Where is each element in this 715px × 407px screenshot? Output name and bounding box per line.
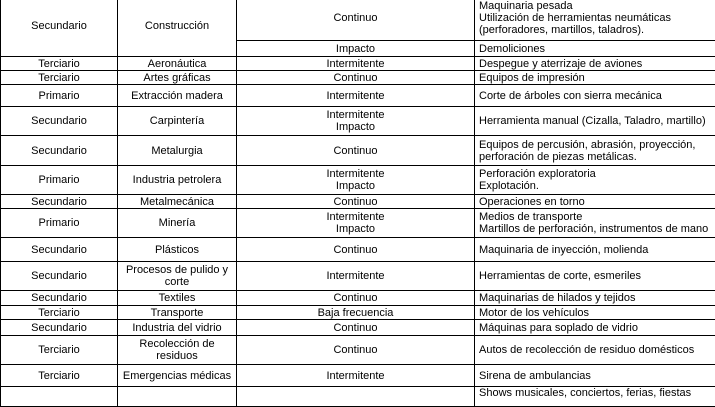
- sector-cell: Secundario: [1, 107, 118, 136]
- source-cell: Herramienta manual (Cizalla, Taladro, martillo): [475, 107, 715, 136]
- source-cell: Equipos de impresión: [475, 71, 715, 85]
- sector-cell: Terciario: [1, 71, 118, 85]
- table-row: [1, 166, 715, 195]
- noise-type-cell: [237, 107, 475, 136]
- activity-cell: [118, 262, 237, 291]
- noise-type-cell: Continuo: [237, 238, 475, 262]
- noise-type-cell: [237, 166, 475, 195]
- activity-cell: Metalmecánica: [118, 195, 237, 209]
- noise-type-cell: Continuo: [237, 336, 475, 365]
- table-row: [1, 365, 715, 387]
- noise-type-cell: Intermitente: [237, 57, 475, 71]
- activity-line: residuos: [122, 350, 232, 362]
- activity-cell: Textiles: [118, 291, 237, 306]
- source-cell: Shows musicales, conciertos, ferias, fiestas: [475, 387, 715, 407]
- activity-cell: [118, 387, 237, 407]
- source-cell: Autos de recolección de residuo domésticos: [475, 336, 715, 365]
- noise-type-cell: Intermitente: [237, 85, 475, 107]
- activity-line: Procesos de pulido y: [122, 264, 232, 276]
- sector-cell: Primario: [1, 166, 118, 195]
- table-row: [1, 0, 715, 41]
- source-line: (perforadores, martillos, taladros).: [479, 24, 711, 36]
- source-line: Maquinaria pesada: [479, 0, 711, 12]
- table-row: [1, 320, 715, 336]
- activity-cell: Metalurgia: [118, 136, 237, 166]
- source-line: Medios de transporte: [479, 211, 711, 223]
- source-cell: Maquinarias de hilados y tejidos: [475, 291, 715, 306]
- table-row: [1, 107, 715, 136]
- noise-type-cell: Continuo: [237, 320, 475, 336]
- noise-type-cell: Continuo: [237, 291, 475, 306]
- noise-type-line: Intermitente: [241, 109, 470, 121]
- sector-cell: Secundario: [1, 320, 118, 336]
- noise-type-line: Impacto: [241, 223, 470, 235]
- table-row: [1, 262, 715, 291]
- table-row: [1, 136, 715, 166]
- activity-cell: Industria del vidrio: [118, 320, 237, 336]
- source-cell: Sirena de ambulancias: [475, 365, 715, 387]
- sector-cell: Terciario: [1, 306, 118, 320]
- noise-type-cell: [237, 209, 475, 238]
- activity-cell: Carpintería: [118, 107, 237, 136]
- noise-type-cell: Impacto: [237, 41, 475, 57]
- noise-type-line: Intermitente: [241, 168, 470, 180]
- sector-cell: Secundario: [1, 238, 118, 262]
- source-line: Equipos de percusión, abrasión, proyección,: [479, 139, 711, 151]
- source-cell: Maquinaria de inyección, molienda: [475, 238, 715, 262]
- source-cell: Operaciones en torno: [475, 195, 715, 209]
- sector-cell: Terciario: [1, 336, 118, 365]
- noise-type-cell: Continuo: [237, 136, 475, 166]
- activity-cell: Aeronáutica: [118, 57, 237, 71]
- source-cell: [475, 0, 715, 41]
- noise-type-line: Impacto: [241, 121, 470, 133]
- activity-line: corte: [122, 276, 232, 288]
- activity-cell: Minería: [118, 209, 237, 238]
- sector-cell: Secundario: [1, 0, 118, 57]
- source-cell: Herramientas de corte, esmeriles: [475, 262, 715, 291]
- activity-cell: Industria petrolera: [118, 166, 237, 195]
- source-line: Explotación.: [479, 180, 711, 192]
- activity-cell: Construcción: [118, 0, 237, 57]
- noise-type-cell: Baja frecuencia: [237, 306, 475, 320]
- sector-cell: Terciario: [1, 57, 118, 71]
- source-cell: [475, 209, 715, 238]
- noise-type-cell: Continuo: [237, 195, 475, 209]
- sector-cell: Primario: [1, 209, 118, 238]
- sector-cell: Secundario: [1, 195, 118, 209]
- noise-type-cell: Continuo: [237, 71, 475, 85]
- noise-type-cell: Intermitente: [237, 365, 475, 387]
- source-line: Perforación exploratoria: [479, 168, 711, 180]
- sector-cell: Primario: [1, 85, 118, 107]
- sector-cell: [1, 387, 118, 407]
- sector-cell: Secundario: [1, 291, 118, 306]
- source-cell: [475, 166, 715, 195]
- table-row: [1, 57, 715, 71]
- source-line: Martillos de perforación, instrumentos de mano: [479, 223, 711, 235]
- table-row: [1, 291, 715, 306]
- source-cell: Despegue y aterrizaje de aviones: [475, 57, 715, 71]
- noise-type-cell: Continuo: [237, 0, 475, 41]
- activity-cell: Artes gráficas: [118, 71, 237, 85]
- activity-cell: [118, 336, 237, 365]
- noise-type-line: Impacto: [241, 180, 470, 192]
- activity-cell: Transporte: [118, 306, 237, 320]
- table-row: [1, 195, 715, 209]
- activity-cell: Emergencias médicas: [118, 365, 237, 387]
- source-cell: Motor de los vehículos: [475, 306, 715, 320]
- sector-cell: Terciario: [1, 365, 118, 387]
- table-row: [1, 209, 715, 238]
- table-row: [1, 85, 715, 107]
- noise-type-line: Intermitente: [241, 211, 470, 223]
- table-row: [1, 71, 715, 85]
- table-row: [1, 387, 715, 407]
- noise-type-cell: [237, 387, 475, 407]
- table-row: [1, 336, 715, 365]
- table-row: [1, 306, 715, 320]
- source-cell: Máquinas para soplado de vidrio: [475, 320, 715, 336]
- activity-line: Recolección de: [122, 338, 232, 350]
- source-line: Utilización de herramientas neumáticas: [479, 12, 711, 24]
- noise-type-cell: Intermitente: [237, 262, 475, 291]
- sector-cell: Secundario: [1, 136, 118, 166]
- source-cell: [475, 136, 715, 166]
- source-cell: Demoliciones: [475, 41, 715, 57]
- sector-cell: Secundario: [1, 262, 118, 291]
- activity-cell: Extracción madera: [118, 85, 237, 107]
- table-row: [1, 238, 715, 262]
- source-line: perforación de piezas metálicas.: [479, 151, 711, 163]
- source-cell: Corte de árboles con sierra mecánica: [475, 85, 715, 107]
- activity-cell: Plásticos: [118, 238, 237, 262]
